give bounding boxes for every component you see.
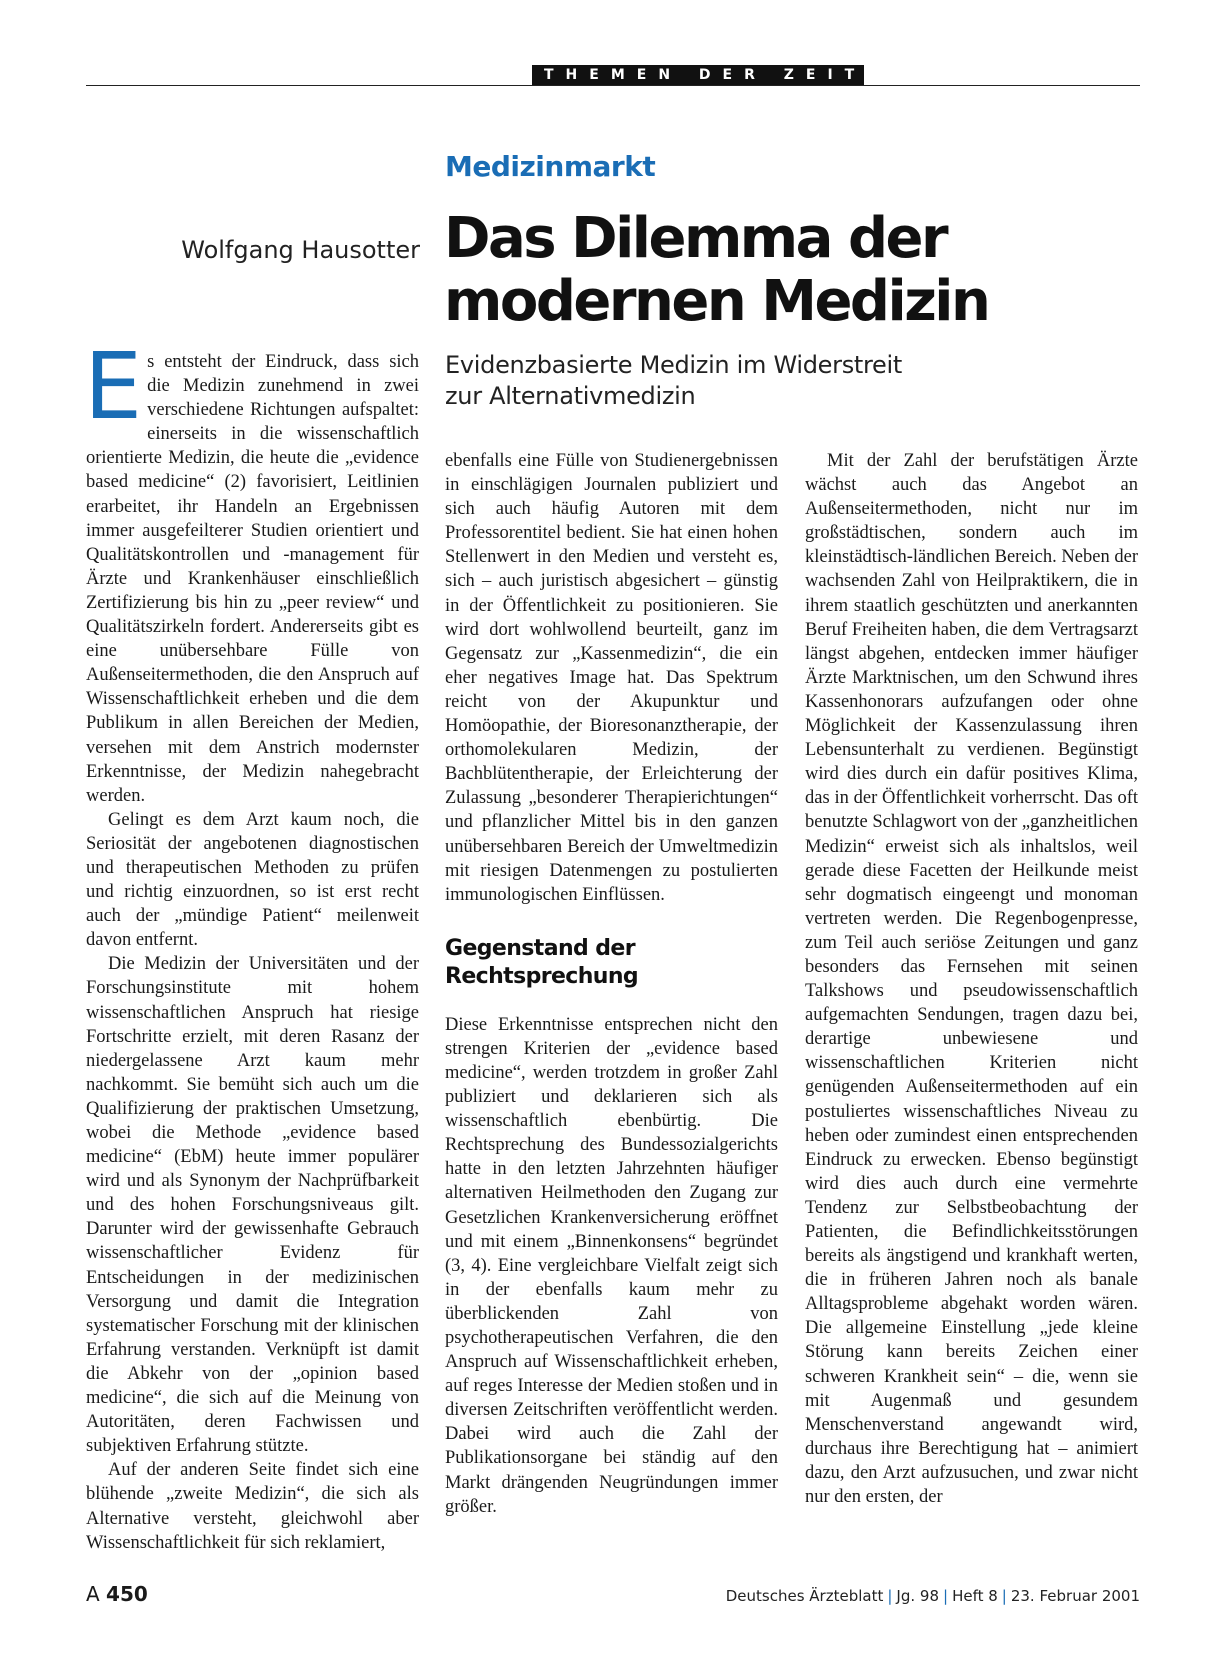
article-title-line-1: Das Dilemma der [444, 206, 947, 271]
article-author: Wolfgang Hausotter [181, 236, 420, 264]
body-paragraph: ebenfalls eine Fülle von Studienergebnissen in einschlägigen Journalen publiziert und sich auch häufig Autoren mit dem Professorentitel bedient. Sie hat einen hohen Stellenwert in den Medien und versteht es, sich – auch juristisch abgesichert – günstig in der Öffentlichkeit zu positionieren. Sie wird dort wohlwollend beurteilt, ganz im Gegensatz zur „Kassenmedizin“, die ein eher negatives Image hat. Das Spektrum reicht von der Akupunktur und Homöopathie, der Bioresonanztherapie, der orthomolekularen Medizin, der Bachblütentherapie, der Erleichterung der Zulassung „besonderer Therapierichtungen“ und pflanzlicher Mittel bis in den ganzen unübersehbaren Bereich der Umweltmedizin mit riesigen Datenmengen zu postulierten immunologischen Einflüssen. [445, 451, 778, 905]
page-number-value: 450 [106, 1582, 148, 1606]
section-heading [445, 935, 778, 991]
separator: | [943, 1587, 949, 1605]
body-paragraph: Die Medizin der Universitäten und der Forschungsinstitute mit hohem wissenschaftlichen Anspruch hat riesige Fortschritte erzielt, mit deren Rasanz der niedergelassene Arzt kaum mehr nachkommt. Sie bemüht sich auch um die Qualifizierung der praktischen Umsetzung, wobei die Methode „evidence based medicine“ (EbM) heute immer populärer wird und als Synonym der Nachprüfbarkeit und des hohen Forschungsniveaus gilt. Darunter wird der gewissenhafte Gebrauch wissenschaftlicher Evidenz für Entscheidungen in der medizinischen Versorgung und damit die Integration systematischer Forschung mit der klinischen Erfahrung verstanden. Verknüpft ist damit die Abkehr von der „opinion based medicine“, die sich auf die Meinung von Autoritäten, deren Fachwissen und subjektiven Erfahrung stützte. [86, 954, 419, 1457]
journal-volume: Jg. 98 [896, 1587, 939, 1605]
drop-cap: E [84, 333, 143, 440]
text-column-1 [84, 333, 419, 1555]
article-title [444, 207, 1144, 333]
body-paragraph [84, 333, 419, 808]
section-label: THEMEN DER ZEIT [532, 65, 864, 85]
section-heading-line-1: Gegenstand der [445, 935, 635, 961]
text-column-2 [445, 449, 778, 1519]
journal-name: Deutsches Ärzteblatt [725, 1587, 884, 1605]
article-title-line-2: modernen Medizin [444, 269, 989, 334]
body-paragraph-text: s entsteht der Eindruck, dass sich die Medizin zunehmend in zwei verschiedene Richtungen aufspaltet: einerseits in die wissenschaftlich orientierte Medizin, die heute die „evidence based medicine“ (2) favorisiert, Leitlinien erarbeitet, ihr Handeln an Ergebnissen immer ausgefeilterer Studien orientiert und Qualitätskontrollen und -management für Ärzte und Krankenhäuser einschließlich Zertifizierung bis hin zu „peer review“ und Qualitätszirkeln fordert. Andererseits gibt es eine unübersehbare Fülle von Außenseitermethoden, die den Anspruch auf Wissenschaftlichkeit erheben und die dem Publikum in allen Bereichen der Medien, versehen mit dem Anstrich modernster Erkenntnisse, der Medizin nahegebracht werden. [86, 352, 419, 806]
body-paragraph: Gelingt es dem Arzt kaum noch, die Seriosität der angebotenen diagnostischen und therapeutischen Methoden zu prüfen und richtig einzuordnen, so ist erst recht auch der „mündige Patient“ meilenweit davon entfernt. [86, 809, 419, 951]
body-paragraph: Auf der anderen Seite findet sich eine blühende „zweite Medizin“, die sich als Alternative versteht, gleichwohl aber Wissenschaftlichkeit für sich reklamiert, [86, 1460, 419, 1553]
separator: | [1001, 1587, 1007, 1605]
text-column-3 [805, 449, 1138, 1509]
body-paragraph: Diese Erkenntnisse entsprechen nicht den strengen Kriterien der „evidence based medicine“, werden trotzdem in großer Zahl publiziert und deklarieren sich als wissenschaftlich ebenbürtig. Die Rechtsprechung des Bundessozialgerichts hatte in den letzten Jahrzehnten häufiger alternativen Heilmethoden den Zugang zur Gesetzlichen Krankenversicherung eröffnet und mit einem „Binnenkonsens“ begründet (3, 4). Eine vergleichbare Vielfalt zeigt sich in der ebenfalls kaum mehr zu überblickenden Zahl von psychotherapeutischen Verfahren, die den Anspruch auf Wissenschaftlichkeit erheben, auf reges Interesse der Medien stoßen und in diversen Zeitschriften veröffentlicht werden. Dabei wird auch die Zahl der Publikationsorgane bei ständig auf den Markt drängenden Neugründungen immer größer. [445, 1014, 778, 1517]
journal-issue: Heft 8 [952, 1587, 998, 1605]
separator: | [887, 1587, 893, 1605]
journal-date: 23. Februar 2001 [1010, 1587, 1140, 1605]
article-subtitle [445, 350, 905, 412]
section-header-rule [86, 65, 1140, 86]
journal-footer [726, 1587, 1140, 1605]
article-kicker: Medizinmarkt [445, 150, 656, 183]
article-subtitle-line-1: Evidenzbasierte Medizin im Widerstreit [445, 351, 902, 379]
body-paragraph: Mit der Zahl der berufstätigen Ärzte wächst auch das Angebot an Außenseitermethoden, nicht nur im großstädtischen, sondern auch im kleinstädtisch-ländlichen Bereich. Neben der wachsenden Zahl von Heilpraktikern, die in ihrem staatlich geschützten und anerkannten Beruf Freiheiten haben, die dem Vertragsarzt längst abgehen, entdecken immer häufiger Ärzte Marktnischen, um den Schwund ihres Kassenhonorars aufzufangen oder ohne Möglichkeit der Kassenzulassung ihren Lebensunterhalt zu verdienen. Begünstigt wird dies durch ein dafür positives Klima, das in der Öffentlichkeit vorherrscht. Das oft benutzte Schlagwort von der „ganzheitlichen Medizin“ erweist sich als inhaltslos, weil gerade diese Facetten der Heilkunde meist sehr dogmatisch eingeengt und monoman vertreten werden. Die Regenbogenpresse, zum Teil auch seriöse Zeitungen und ganz besonders das Fernsehen mit seinen Talkshows und pseudowissenschaftlich aufgemachten Sendungen, tragen dazu bei, derartige unbewiesene und wissenschaftlichen Kriterien nicht genügenden Außenseitermethoden auf ein postuliertes wissenschaftliches Niveau zu heben oder zumindest einen entsprechenden Eindruck zu erwecken. Ebenso begünstigt wird dies auch durch eine vermehrte Tendenz zur Selbstbeobachtung der Patienten, die Befindlichkeitsstörungen bereits als ängstigend und krankhaft werten, die in früheren Jahren noch als banale Alltagsprobleme abgehakt worden wären. Die allgemeine Einstellung „jede kleine Störung kann bereits Zeichen einer schweren Krankheit sein“ – die, wenn sie mit Augenmaß und gesundem Menschenverstand angewandt wird, durchaus ihre Berechtigung hat – animiert dazu, den Arzt aufzusuchen, und zwar nicht nur den ersten, der [805, 451, 1138, 1508]
page-prefix: A [86, 1582, 100, 1606]
section-heading-line-2: Rechtsprechung [445, 963, 639, 989]
article-subtitle-line-2: zur Alternativmedizin [445, 382, 696, 410]
page-number [86, 1582, 148, 1606]
